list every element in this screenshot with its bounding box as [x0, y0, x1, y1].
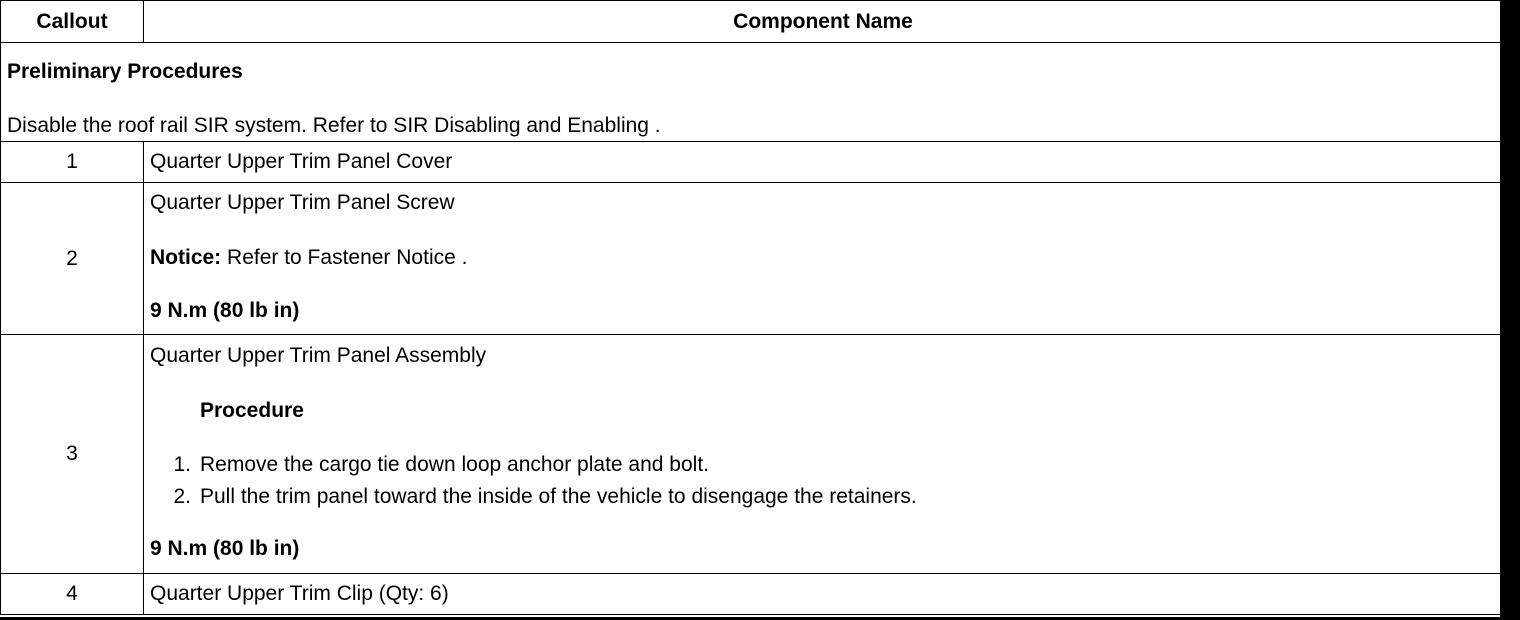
torque-spec: 9 N.m (80 lb in)	[150, 536, 300, 560]
notice-text: Refer to Fastener Notice .	[221, 245, 468, 269]
callout-number: 4	[1, 574, 144, 615]
component-cell	[144, 183, 1503, 335]
list-item	[173, 481, 1496, 513]
list-item	[173, 449, 1496, 481]
table-header-row	[1, 1, 1503, 43]
notice-label: Notice:	[150, 245, 222, 269]
callout-number: 1	[1, 142, 144, 183]
component-name: Quarter Upper Trim Clip (Qty: 6)	[144, 574, 1503, 615]
step-text: Pull the trim panel toward the inside of the vehicle to disengage the retainers.	[200, 484, 917, 508]
preliminary-cell	[1, 43, 1503, 142]
torque-spec: 9 N.m (80 lb in)	[150, 298, 300, 322]
component-name-column-header: Component Name	[144, 1, 1503, 43]
callout-number: 2	[1, 183, 144, 335]
table-row	[1, 183, 1503, 335]
table-row	[1, 574, 1503, 615]
notice-line	[150, 246, 1496, 270]
table-row	[1, 142, 1503, 183]
preliminary-text: Disable the roof rail SIR system. Refer to SIR Disabling and Enabling .	[7, 113, 661, 137]
step-text: Remove the cargo tie down loop anchor plate and bolt.	[200, 452, 709, 476]
preliminary-row	[1, 43, 1503, 142]
component-name: Quarter Upper Trim Panel Assembly	[150, 343, 487, 367]
component-cell	[144, 335, 1503, 574]
step-number: 1.	[173, 452, 191, 476]
preliminary-title: Preliminary Procedures	[7, 59, 243, 83]
table-row	[1, 335, 1503, 574]
component-name: Quarter Upper Trim Panel Screw	[150, 190, 455, 214]
component-name: Quarter Upper Trim Panel Cover	[144, 142, 1503, 183]
procedure-title: Procedure	[200, 398, 304, 422]
callout-number: 3	[1, 335, 144, 574]
step-number: 2.	[173, 484, 191, 508]
callout-column-header: Callout	[1, 1, 144, 43]
procedure-steps	[150, 449, 1496, 513]
